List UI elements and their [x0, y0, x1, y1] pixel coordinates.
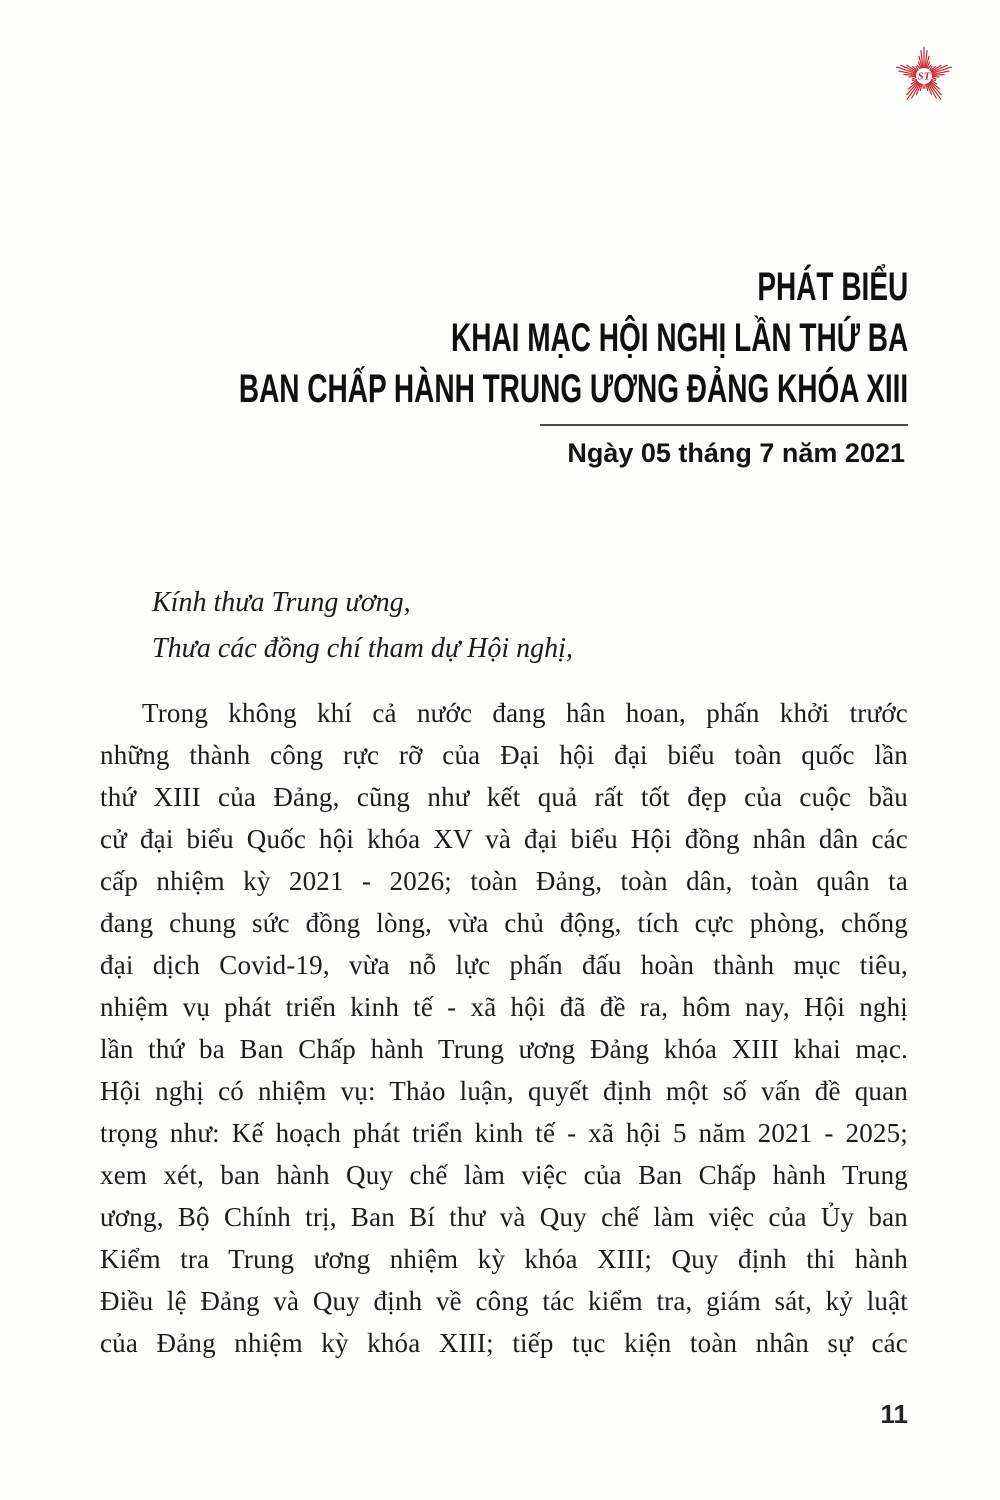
publisher-star-icon — [892, 44, 956, 108]
title-line-1: PHÁT BIỂU — [757, 265, 908, 309]
body-line: của Đảng nhiệm kỳ khóa XIII; tiếp tục kiện toàn nhân sự các — [100, 1328, 908, 1358]
speech-date: Ngày 05 tháng 7 năm 2021 — [567, 438, 905, 468]
emblem-monogram: ST — [917, 71, 931, 83]
salutations — [152, 580, 573, 672]
title-line-2: KHAI MẠC HỘI NGHỊ LẦN THỨ BA — [450, 316, 908, 360]
body-line: lần thứ ba Ban Chấp hành Trung ương Đảng khóa XIII khai mạc. — [100, 1034, 908, 1064]
speech-title — [0, 262, 908, 415]
body-line: ương, Bộ Chính trị, Ban Bí thư và Quy chế làm việc của Ủy ban — [100, 1202, 908, 1232]
salutation-line-2: Thưa các đồng chí tham dự Hội nghị, — [152, 633, 573, 664]
body-line: trọng như: Kế hoạch phát triển kinh tế - xã hội 5 năm 2021 - 2025; — [100, 1118, 908, 1148]
title-line-3: BAN CHẤP HÀNH TRUNG ƯƠNG ĐẢNG KHÓA XIII — [238, 367, 908, 411]
body-line: cử đại biểu Quốc hội khóa XV và đại biểu Hội đồng nhân dân các — [100, 824, 908, 854]
salutation-line-1: Kính thưa Trung ương, — [152, 587, 411, 618]
body-line: Kiểm tra Trung ương nhiệm kỳ khóa XIII; Quy định thi hành — [100, 1244, 908, 1274]
body-line: Trong không khí cả nước đang hân hoan, phấn khởi trước — [142, 698, 908, 728]
page-number: 11 — [880, 1399, 908, 1429]
body-line: xem xét, ban hành Quy chế làm việc của Ban Chấp hành Trung — [100, 1160, 908, 1190]
body-line: cấp nhiệm kỳ 2021 - 2026; toàn Đảng, toàn dân, toàn quân ta — [100, 866, 908, 896]
title-divider-rule — [540, 424, 908, 426]
speech-body — [100, 692, 908, 1364]
body-line: đang chung sức đồng lòng, vừa chủ động, tích cực phòng, chống — [100, 908, 908, 938]
body-line: thứ XIII của Đảng, cũng như kết quả rất tốt đẹp của cuộc bầu — [100, 782, 908, 812]
body-line: đại dịch Covid-19, vừa nỗ lực phấn đấu hoàn thành mục tiêu, — [100, 950, 908, 980]
body-line: nhiệm vụ phát triển kinh tế - xã hội đã đề ra, hôm nay, Hội nghị — [100, 992, 908, 1022]
body-line: Hội nghị có nhiệm vụ: Thảo luận, quyết định một số vấn đề quan — [100, 1076, 908, 1106]
body-line: những thành công rực rỡ của Đại hội đại biểu toàn quốc lần — [100, 740, 908, 770]
body-line: Điều lệ Đảng và Quy định về công tác kiểm tra, giám sát, kỷ luật — [100, 1286, 908, 1316]
